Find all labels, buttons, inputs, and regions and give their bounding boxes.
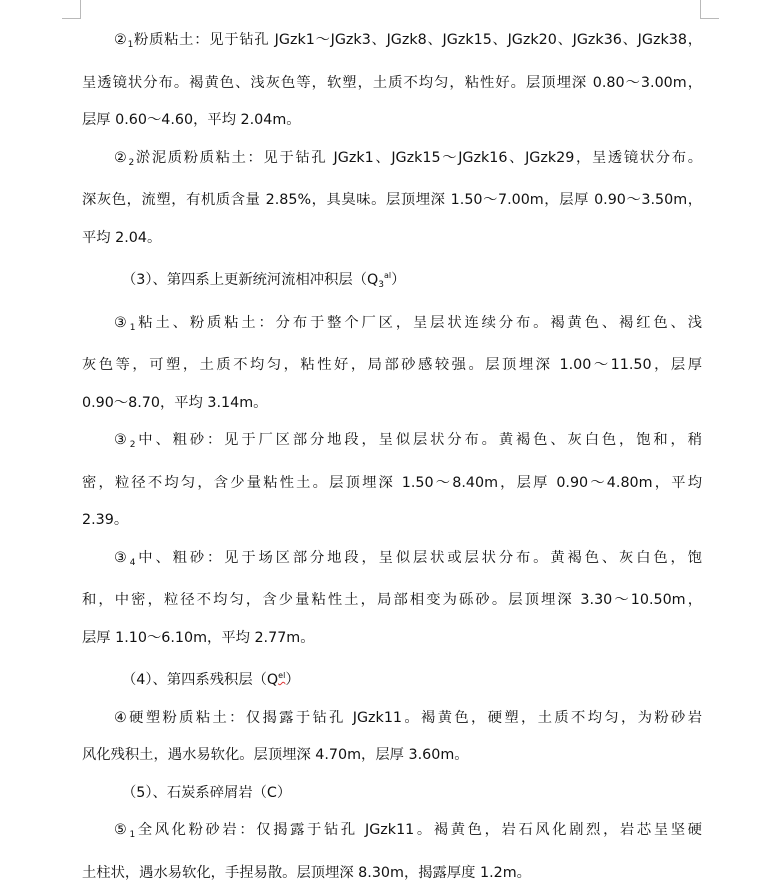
paragraph-line: ④硬塑粉质粘土：仅揭露于钻孔 JGzk11。褐黄色，硬塑，土质不均匀，为粉砂岩 <box>82 700 702 738</box>
page-corner-mark-right <box>700 0 719 19</box>
layer-marker: ⑤ <box>114 822 129 838</box>
heading-text: （5）、石炭系碎屑岩（C） <box>82 775 702 813</box>
paragraph-line: 层厚 0.60～4.60，平均 2.04m。 <box>82 102 702 140</box>
section-heading-4 <box>82 657 702 700</box>
paragraph-line: 0.90～8.70，平均 3.14m。 <box>82 385 702 423</box>
paragraph-hard-silty-clay-4 <box>82 700 702 775</box>
layer-marker-sub: 2 <box>130 440 136 450</box>
paragraph-line: 中、粗砂：见于场区部分地段，呈似层状或层状分布。黄褐色、灰白色，饱 <box>135 550 702 566</box>
layer-marker-sub: 4 <box>130 558 136 568</box>
paragraph-siltstone-5-1 <box>82 812 702 892</box>
paragraph-sand-3-4 <box>82 540 702 658</box>
layer-marker: ③ <box>114 432 130 448</box>
paragraph-line: 密，粒径不均匀，含少量粘性土。层顶埋深 1.50～8.40m，层厚 0.90～4.80m，平均 <box>82 465 702 503</box>
heading-sup: el <box>278 671 285 680</box>
paragraph-sand-3-2 <box>82 422 702 540</box>
paragraph-silty-clay-2-1 <box>82 22 702 140</box>
layer-marker-sub: 1 <box>128 40 134 50</box>
paragraph-line: 淤泥质粉质粘土：见于钻孔 JGzk1、JGzk15～JGzk16、JGzk29，呈透镜状分布。 <box>134 150 702 166</box>
page-corner-mark-left <box>62 0 81 19</box>
paragraph-line: 风化残积土，遇水易软化。层顶埋深 4.70m，层厚 3.60m。 <box>82 737 702 775</box>
section-heading-3 <box>82 257 702 305</box>
paragraph-line: 粉质粘土：见于钻孔 JGzk1～JGzk3、JGzk8、JGzk15、JGzk20、JGzk36、JGzk38， <box>133 32 702 48</box>
paragraph-line: 中、粗砂：见于厂区部分地段，呈似层状分布。黄褐色、灰白色，饱和，稍 <box>135 432 702 448</box>
layer-marker: ③ <box>114 550 130 566</box>
heading-text: （4）、第四系残积层（Q <box>122 672 278 688</box>
section-heading-5 <box>82 775 702 813</box>
paragraph-line: 层厚 1.10～6.10m，平均 2.77m。 <box>82 620 702 658</box>
paragraph-line: 土柱状，遇水易软化，手捏易散。层顶埋深 8.30m，揭露厚度 1.2m。 <box>82 855 702 892</box>
paragraph-line: 平均 2.04。 <box>82 220 702 258</box>
heading-sup: al <box>384 271 391 280</box>
document-body <box>82 22 702 892</box>
layer-marker-sub: 1 <box>130 323 136 333</box>
paragraph-clay-3-1 <box>82 305 702 423</box>
heading-sub: 3 <box>378 280 384 290</box>
paragraph-line: 全风化粉砂岩：仅揭露于钻孔 JGzk11。褐黄色，岩石风化剧烈，岩芯呈坚硬 <box>135 822 702 838</box>
paragraph-line: 灰色等，可塑，土质不均匀，粘性好，局部砂感较强。层顶埋深 1.00～11.50，层厚 <box>82 347 702 385</box>
layer-marker: ② <box>114 150 128 166</box>
layer-marker: ② <box>114 32 128 48</box>
paragraph-line: 和，中密，粒径不均匀，含少量粘性土，局部相变为砾砂。层顶埋深 3.30～10.50m， <box>82 582 702 620</box>
paragraph-line: 粘土、粉质粘土：分布于整个厂区，呈层状连续分布。褐黄色、褐红色、浅 <box>135 315 702 331</box>
paragraph-line: 呈透镜状分布。褐黄色、浅灰色等，软塑，土质不均匀，粘性好。层顶埋深 0.80～3.00m， <box>82 65 702 103</box>
layer-marker: ③ <box>114 315 130 331</box>
heading-text: （3）、第四系上更新统河流相冲积层（Q <box>122 272 378 288</box>
paragraph-line: 2.39。 <box>82 502 702 540</box>
paragraph-muddy-silty-clay-2-2 <box>82 140 702 258</box>
layer-marker-sub: 1 <box>129 830 135 840</box>
paragraph-line: 深灰色，流塑，有机质含量 2.85%，具臭味。层顶埋深 1.50～7.00m，层厚 0.90～3.50m， <box>82 182 702 220</box>
heading-close: ） <box>285 672 299 688</box>
layer-marker-sub: 2 <box>128 158 134 168</box>
heading-close: ） <box>391 272 405 288</box>
